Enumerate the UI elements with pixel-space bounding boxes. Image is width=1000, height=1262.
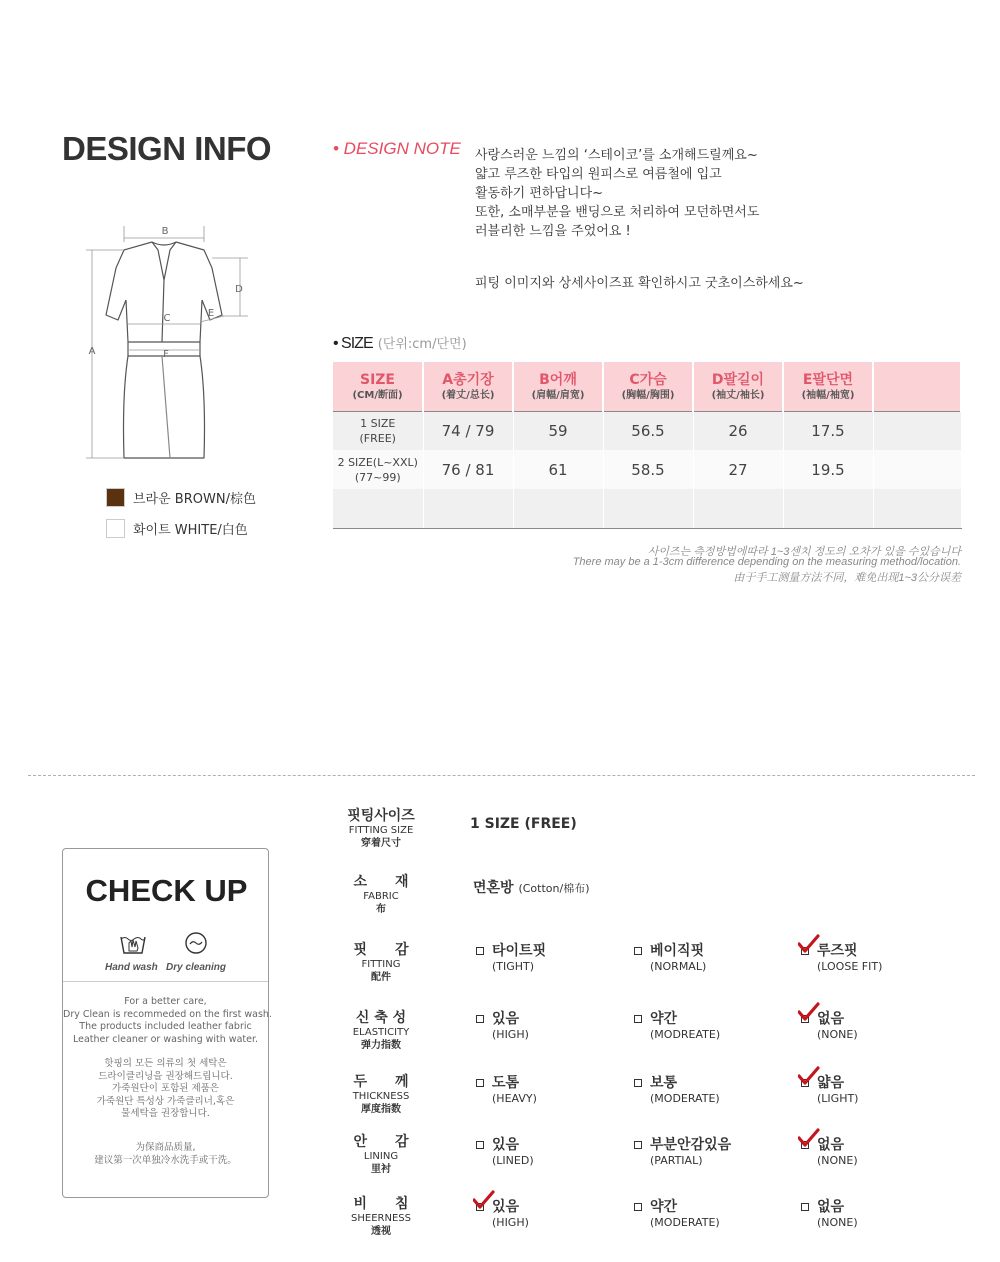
note-fitting-line: 피팅 이미지와 상세사이즈표 확인하시고 굿초이스하세요~ [475,276,804,291]
color-label-white: 화이트 WHITE/白色 [133,523,248,538]
table-cell [423,489,513,528]
table-cell [783,489,873,528]
table-cell [693,489,783,528]
checkbox[interactable] [634,1141,642,1149]
table-cell: 56.5 [603,411,693,450]
table-cell: 59 [513,411,603,450]
table-cell: 27 [693,450,783,489]
table-cell [603,489,693,528]
color-swatch-white[interactable] [106,519,125,538]
checkbox[interactable] [634,947,642,955]
care-text-en: For a better care, Dry Clean is recommeded on the first wash. The products included leather fabric Leather cleaner or washing with water. [63,996,272,1045]
size-disclaimer-cn: 由于手工测量方法不同，难免出现1~3公分误差 [733,572,961,584]
checkbox[interactable] [476,1015,484,1023]
note-line: 사랑스러운 느낌의 ‘스테이코’를 소개해드릴께요~ [475,148,758,163]
table-cell: 58.5 [603,450,693,489]
size-table [333,362,962,529]
care-text-ko: 핫핑의 모든 의류의 첫 세탁은 드라이클리닝을 권장해드립니다. 가죽원단이 포함된 제품은 가죽원단 특성상 가죽클리너,혹은 물세탁을 권장합니다. [96,1058,235,1119]
note-line: 얇고 루즈한 타입의 원피스로 여름철에 입고 [475,167,722,182]
checkup-separator [63,981,268,982]
column-header: E팔단면 (袖幅/袖宽) [783,362,873,411]
dry-cleaning-icon [184,931,208,955]
checkbox[interactable] [476,1141,484,1149]
spec-label-sheerness: 비 침 SHEERNESS 透视 [351,1196,411,1237]
size-header-unit: (단위:cm/단면) [377,337,467,352]
table-cell [873,489,961,528]
spec-label-fitting: 핏 감 FITTING 配件 [353,942,409,983]
table-cell [873,411,961,450]
spec-value-fitting-size: 1 SIZE (FREE) [470,816,577,832]
checkbox[interactable] [634,1203,642,1211]
diagram-label-e: E [207,308,215,319]
table-cell: 74 / 79 [423,411,513,450]
dry-cleaning-label: Dry cleaning [166,962,227,973]
diagram-label-b: B [161,226,169,237]
column-header: SIZE (CM/断面) [333,362,423,411]
column-header: D팔길이 (袖丈/袖长) [693,362,783,411]
table-row [333,489,961,528]
table-row [333,411,961,450]
table-cell: 61 [513,450,603,489]
note-line: 활동하기 편하답니다~ [475,186,604,201]
checkup-title: CHECK UP [85,873,248,908]
column-header: C가슴 (胸幅/胸围) [603,362,693,411]
checkbox[interactable] [634,1079,642,1087]
checkbox[interactable] [476,1079,484,1087]
page-title: DESIGN INFO [62,130,272,167]
design-note-text [475,146,759,241]
section-divider [28,775,975,776]
spec-label-fabric: 소 재 FABRIC 布 [353,874,409,915]
column-header [873,362,961,411]
table-cell [873,450,961,489]
diagram-label-f: F [163,349,169,360]
note-line: 또한, 소매부분을 밴딩으로 처리하여 모던하면서도 [475,205,760,220]
table-cell: 26 [693,411,783,450]
diagram-label-c: C [163,313,171,324]
size-cell: 1 SIZE (FREE) [333,411,423,450]
table-cell: 76 / 81 [423,450,513,489]
spec-label-lining: 안 감 LINING 里衬 [353,1134,409,1175]
spec-label-thickness: 두 께 THICKNESS 厚度指数 [352,1074,410,1115]
spec-label-elasticity: 신 축 성 ELASTICITY 弹力指数 [352,1010,410,1051]
size-disclaimer-en: There may be a 1-3cm difference depending on the measuring method/location. [572,556,961,568]
diagram-label-a: A [88,346,96,357]
table-row [333,450,961,489]
size-cell: 2 SIZE(L~XXL) (77~99) [333,450,423,489]
hand-wash-icon [119,931,147,955]
table-cell [333,489,423,528]
checkbox[interactable] [476,947,484,955]
checkup-panel [62,848,272,1198]
color-label-brown: 브라운 BROWN/棕色 [133,492,256,507]
size-table-header-row [333,362,961,411]
design-note-label: • DESIGN NOTE [333,139,461,158]
size-header-label: • SIZE [333,335,373,352]
spec-label-fitting-size: 핏팅사이즈 FITTING SIZE 穿着尺寸 [347,808,415,849]
size-disclaimer-ko: 사이즈는 측정방법에따라 1~3센치 정도의 오차가 있을 수있습니다 [647,546,961,558]
spec-value-fabric: 면혼방 (Cotton/棉布) [473,880,590,896]
color-swatch-brown[interactable] [106,488,125,507]
table-cell: 19.5 [783,450,873,489]
column-header: B어깨 (肩幅/肩宽) [513,362,603,411]
garment-measurement-diagram [78,220,268,465]
checkbox[interactable] [801,1203,809,1211]
column-header: A총기장 (着丈/总长) [423,362,513,411]
hand-wash-label: Hand wash [105,962,158,973]
care-text-cn: 为保商品质量, 建议第一次单独冷水洗手或干洗。 [94,1142,237,1166]
diagram-label-d: D [235,284,243,295]
note-line: 러블리한 느낌을 주었어요 ! [475,224,631,239]
table-cell [513,489,603,528]
checkbox[interactable] [634,1015,642,1023]
table-cell: 17.5 [783,411,873,450]
size-section-header [333,333,467,353]
